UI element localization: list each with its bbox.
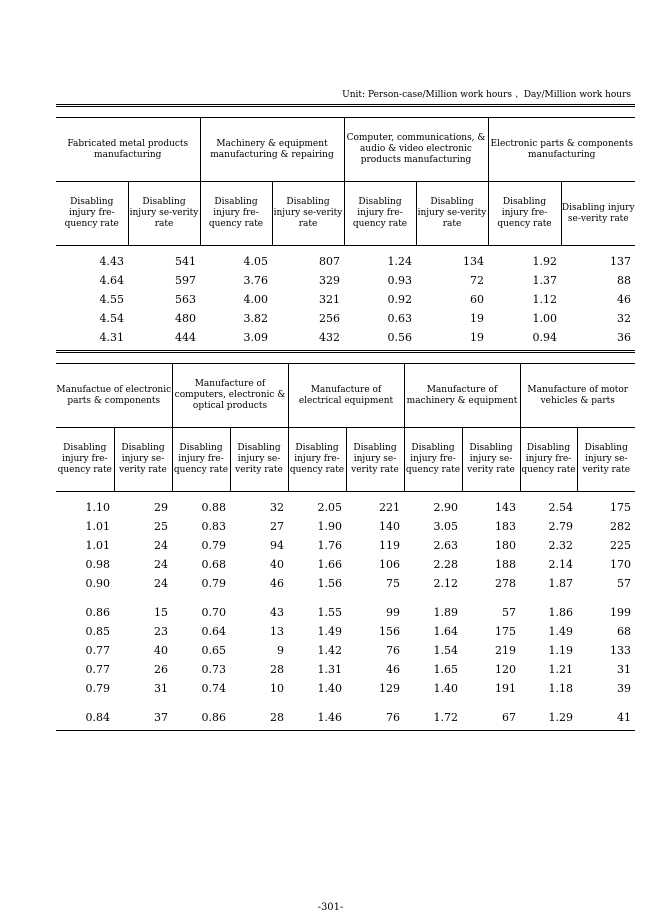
col-header-frequency-rate: Disabling injury fre-quency rate bbox=[520, 428, 577, 492]
col-header-frequency-rate: Disabling injury fre-quency rate bbox=[488, 182, 561, 246]
group-header: Manufacture of computers, electronic & optical products bbox=[172, 364, 288, 428]
cell-value: 2.79 bbox=[548, 520, 573, 533]
cell-value: 1.76 bbox=[317, 539, 342, 552]
cell-value: 0.86 bbox=[85, 606, 110, 619]
cell-value: 0.79 bbox=[201, 577, 226, 590]
cell-value: 191 bbox=[495, 682, 516, 695]
group-header: Manufacture of machinery & equipment bbox=[404, 364, 520, 428]
cell-value: 19 bbox=[470, 331, 484, 344]
cell-value: 221 bbox=[379, 501, 400, 514]
cell-value: 140 bbox=[379, 520, 400, 533]
cell-value: 1.55 bbox=[317, 606, 342, 619]
cell-value: 4.64 bbox=[99, 274, 124, 287]
col-header-severity-rate: Disabling injury se-verity rate bbox=[416, 182, 488, 246]
cell-value: 31 bbox=[617, 663, 631, 676]
cell-value: 1.87 bbox=[548, 577, 573, 590]
cell-value: 0.86 bbox=[201, 711, 226, 724]
cell-value: 2.12 bbox=[433, 577, 458, 590]
cell-value: 444 bbox=[175, 331, 196, 344]
cell-value: 1.37 bbox=[532, 274, 557, 287]
cell-value: 68 bbox=[617, 625, 631, 638]
cell-value: 29 bbox=[154, 501, 168, 514]
cell-value: 219 bbox=[495, 644, 516, 657]
cell-value: 1.18 bbox=[548, 682, 573, 695]
col-header-severity-rate: Disabling injury se-verity rate bbox=[462, 428, 520, 492]
cell-value: 133 bbox=[610, 644, 631, 657]
table-row bbox=[56, 660, 635, 679]
col-header-severity-rate: Disabling injury se-verity rate bbox=[561, 182, 635, 246]
cell-value: 4.31 bbox=[99, 331, 124, 344]
cell-value: 1.10 bbox=[85, 501, 110, 514]
cell-value: 41 bbox=[617, 711, 631, 724]
cell-value: 13 bbox=[270, 625, 284, 638]
cell-value: 1.46 bbox=[317, 711, 342, 724]
cell-value: 0.64 bbox=[201, 625, 226, 638]
cell-value: 3.76 bbox=[243, 274, 268, 287]
col-header-frequency-rate: Disabling injury fre-quency rate bbox=[288, 428, 346, 492]
col-header-frequency-rate: Disabling injury fre-quency rate bbox=[56, 428, 114, 492]
cell-value: 32 bbox=[270, 501, 284, 514]
cell-value: 4.55 bbox=[99, 293, 124, 306]
cell-value: 2.14 bbox=[548, 558, 573, 571]
cell-value: 329 bbox=[319, 274, 340, 287]
cell-value: 4.54 bbox=[99, 312, 124, 325]
cell-value: 4.00 bbox=[243, 293, 268, 306]
col-header-severity-rate: Disabling injury se-verity rate bbox=[230, 428, 288, 492]
cell-value: 180 bbox=[495, 539, 516, 552]
cell-value: 0.90 bbox=[85, 577, 110, 590]
cell-value: 1.49 bbox=[317, 625, 342, 638]
table-row bbox=[56, 679, 635, 698]
cell-value: 137 bbox=[610, 255, 631, 268]
cell-value: 0.83 bbox=[201, 520, 226, 533]
cell-value: 57 bbox=[617, 577, 631, 590]
cell-value: 541 bbox=[175, 255, 196, 268]
cell-value: 37 bbox=[154, 711, 168, 724]
cell-value: 321 bbox=[319, 293, 340, 306]
cell-value: 0.88 bbox=[201, 501, 226, 514]
cell-value: 24 bbox=[154, 539, 168, 552]
cell-value: 76 bbox=[386, 711, 400, 724]
cell-value: 1.56 bbox=[317, 577, 342, 590]
group-header: Fabricated metal products manufacturing bbox=[56, 118, 200, 182]
cell-value: 1.12 bbox=[532, 293, 557, 306]
cell-value: 134 bbox=[463, 255, 484, 268]
cell-value: 1.40 bbox=[433, 682, 458, 695]
cell-value: 0.63 bbox=[387, 312, 412, 325]
page-number: -301- bbox=[317, 902, 344, 913]
cell-value: 43 bbox=[270, 606, 284, 619]
cell-value: 1.21 bbox=[548, 663, 573, 676]
col-header-frequency-rate: Disabling injury fre-quency rate bbox=[56, 182, 128, 246]
cell-value: 1.65 bbox=[433, 663, 458, 676]
cell-value: 67 bbox=[502, 711, 516, 724]
table-industry-group-2 bbox=[56, 350, 635, 731]
cell-value: 24 bbox=[154, 577, 168, 590]
cell-value: 94 bbox=[270, 539, 284, 552]
group-header: Manufacture of motor vehicles & parts bbox=[520, 364, 635, 428]
col-header-frequency-rate: Disabling injury fre-quency rate bbox=[404, 428, 462, 492]
cell-value: 1.64 bbox=[433, 625, 458, 638]
cell-value: 46 bbox=[386, 663, 400, 676]
cell-value: 199 bbox=[610, 606, 631, 619]
cell-value: 278 bbox=[495, 577, 516, 590]
cell-value: 0.84 bbox=[85, 711, 110, 724]
cell-value: 72 bbox=[470, 274, 484, 287]
cell-value: 2.54 bbox=[548, 501, 573, 514]
cell-value: 3.05 bbox=[433, 520, 458, 533]
cell-value: 23 bbox=[154, 625, 168, 638]
cell-value: 1.54 bbox=[433, 644, 458, 657]
table-row bbox=[56, 252, 635, 271]
table-row bbox=[56, 309, 635, 328]
cell-value: 2.32 bbox=[548, 539, 573, 552]
group-header: Electronic parts & components manufacturing bbox=[488, 118, 635, 182]
cell-value: 175 bbox=[610, 501, 631, 514]
cell-value: 57 bbox=[502, 606, 516, 619]
cell-value: 10 bbox=[270, 682, 284, 695]
cell-value: 76 bbox=[386, 644, 400, 657]
cell-value: 24 bbox=[154, 558, 168, 571]
cell-value: 175 bbox=[495, 625, 516, 638]
cell-value: 119 bbox=[379, 539, 400, 552]
cell-value: 0.98 bbox=[85, 558, 110, 571]
cell-value: 256 bbox=[319, 312, 340, 325]
cell-value: 1.49 bbox=[548, 625, 573, 638]
cell-value: 2.63 bbox=[433, 539, 458, 552]
cell-value: 0.93 bbox=[387, 274, 412, 287]
cell-value: 40 bbox=[154, 644, 168, 657]
cell-value: 0.79 bbox=[201, 539, 226, 552]
cell-value: 3.82 bbox=[243, 312, 268, 325]
cell-value: 129 bbox=[379, 682, 400, 695]
cell-value: 4.05 bbox=[243, 255, 268, 268]
cell-value: 0.56 bbox=[387, 331, 412, 344]
cell-value: 0.70 bbox=[201, 606, 226, 619]
table-row bbox=[56, 271, 635, 290]
col-header-severity-rate: Disabling injury se-verity rate bbox=[346, 428, 404, 492]
col-header-severity-rate: Disabling injury se-verity rate bbox=[128, 182, 200, 246]
table-row bbox=[56, 603, 635, 622]
cell-value: 46 bbox=[617, 293, 631, 306]
cell-value: 4.43 bbox=[99, 255, 124, 268]
table-row bbox=[56, 498, 635, 517]
cell-value: 39 bbox=[617, 682, 631, 695]
cell-value: 120 bbox=[495, 663, 516, 676]
cell-value: 1.01 bbox=[85, 539, 110, 552]
cell-value: 1.86 bbox=[548, 606, 573, 619]
cell-value: 0.68 bbox=[201, 558, 226, 571]
cell-value: 106 bbox=[379, 558, 400, 571]
cell-value: 1.40 bbox=[317, 682, 342, 695]
cell-value: 1.92 bbox=[532, 255, 557, 268]
table-row bbox=[56, 641, 635, 660]
cell-value: 170 bbox=[610, 558, 631, 571]
cell-value: 40 bbox=[270, 558, 284, 571]
group-header: Manufactue of electronic parts & components bbox=[56, 364, 172, 428]
table-row bbox=[56, 290, 635, 309]
cell-value: 597 bbox=[175, 274, 196, 287]
cell-value: 0.65 bbox=[201, 644, 226, 657]
cell-value: 9 bbox=[277, 644, 284, 657]
col-header-severity-rate: Disabling injury se-verity rate bbox=[114, 428, 172, 492]
col-header-frequency-rate: Disabling injury fre-quency rate bbox=[172, 428, 230, 492]
cell-value: 0.92 bbox=[387, 293, 412, 306]
cell-value: 75 bbox=[386, 577, 400, 590]
cell-value: 1.19 bbox=[548, 644, 573, 657]
cell-value: 1.24 bbox=[387, 255, 412, 268]
cell-value: 1.29 bbox=[548, 711, 573, 724]
cell-value: 282 bbox=[610, 520, 631, 533]
cell-value: 156 bbox=[379, 625, 400, 638]
cell-value: 0.79 bbox=[85, 682, 110, 695]
table-row bbox=[56, 328, 635, 347]
cell-value: 1.66 bbox=[317, 558, 342, 571]
cell-value: 46 bbox=[270, 577, 284, 590]
cell-value: 26 bbox=[154, 663, 168, 676]
cell-value: 0.73 bbox=[201, 663, 226, 676]
cell-value: 36 bbox=[617, 331, 631, 344]
cell-value: 0.77 bbox=[85, 644, 110, 657]
cell-value: 99 bbox=[386, 606, 400, 619]
cell-value: 31 bbox=[154, 682, 168, 695]
col-header-severity-rate: Disabling injury se-verity rate bbox=[272, 182, 344, 246]
table-row bbox=[56, 708, 635, 727]
unit-note: Unit: Person-case/Million work hours 、Day/Million work hours bbox=[342, 90, 631, 100]
table-row bbox=[56, 555, 635, 574]
cell-value: 28 bbox=[270, 711, 284, 724]
cell-value: 60 bbox=[470, 293, 484, 306]
cell-value: 1.31 bbox=[317, 663, 342, 676]
cell-value: 0.77 bbox=[85, 663, 110, 676]
cell-value: 27 bbox=[270, 520, 284, 533]
cell-value: 15 bbox=[154, 606, 168, 619]
cell-value: 432 bbox=[319, 331, 340, 344]
col-header-severity-rate: Disabling injury se-verity rate bbox=[577, 428, 635, 492]
table-row bbox=[56, 517, 635, 536]
cell-value: 28 bbox=[270, 663, 284, 676]
cell-value: 19 bbox=[470, 312, 484, 325]
cell-value: 2.90 bbox=[433, 501, 458, 514]
group-header: Manufacture of electrical equipment bbox=[288, 364, 404, 428]
cell-value: 3.09 bbox=[243, 331, 268, 344]
cell-value: 88 bbox=[617, 274, 631, 287]
cell-value: 1.00 bbox=[532, 312, 557, 325]
cell-value: 0.94 bbox=[532, 331, 557, 344]
cell-value: 183 bbox=[495, 520, 516, 533]
table-row bbox=[56, 622, 635, 641]
group-header: Machinery & equipment manufacturing & repairing bbox=[200, 118, 344, 182]
cell-value: 1.90 bbox=[317, 520, 342, 533]
cell-value: 2.28 bbox=[433, 558, 458, 571]
col-header-frequency-rate: Disabling injury fre-quency rate bbox=[344, 182, 416, 246]
cell-value: 188 bbox=[495, 558, 516, 571]
cell-value: 143 bbox=[495, 501, 516, 514]
cell-value: 25 bbox=[154, 520, 168, 533]
table-row bbox=[56, 574, 635, 593]
cell-value: 480 bbox=[175, 312, 196, 325]
cell-value: 1.89 bbox=[433, 606, 458, 619]
cell-value: 0.85 bbox=[85, 625, 110, 638]
cell-value: 32 bbox=[617, 312, 631, 325]
table-row bbox=[56, 536, 635, 555]
cell-value: 1.01 bbox=[85, 520, 110, 533]
cell-value: 0.74 bbox=[201, 682, 226, 695]
cell-value: 225 bbox=[610, 539, 631, 552]
cell-value: 2.05 bbox=[317, 501, 342, 514]
col-header-frequency-rate: Disabling injury fre-quency rate bbox=[200, 182, 272, 246]
cell-value: 563 bbox=[175, 293, 196, 306]
cell-value: 807 bbox=[319, 255, 340, 268]
table-industry-group-1 bbox=[56, 104, 635, 351]
cell-value: 1.42 bbox=[317, 644, 342, 657]
group-header: Computer, communications, & audio & video electronic products manufacturing bbox=[344, 118, 488, 182]
cell-value: 1.72 bbox=[433, 711, 458, 724]
